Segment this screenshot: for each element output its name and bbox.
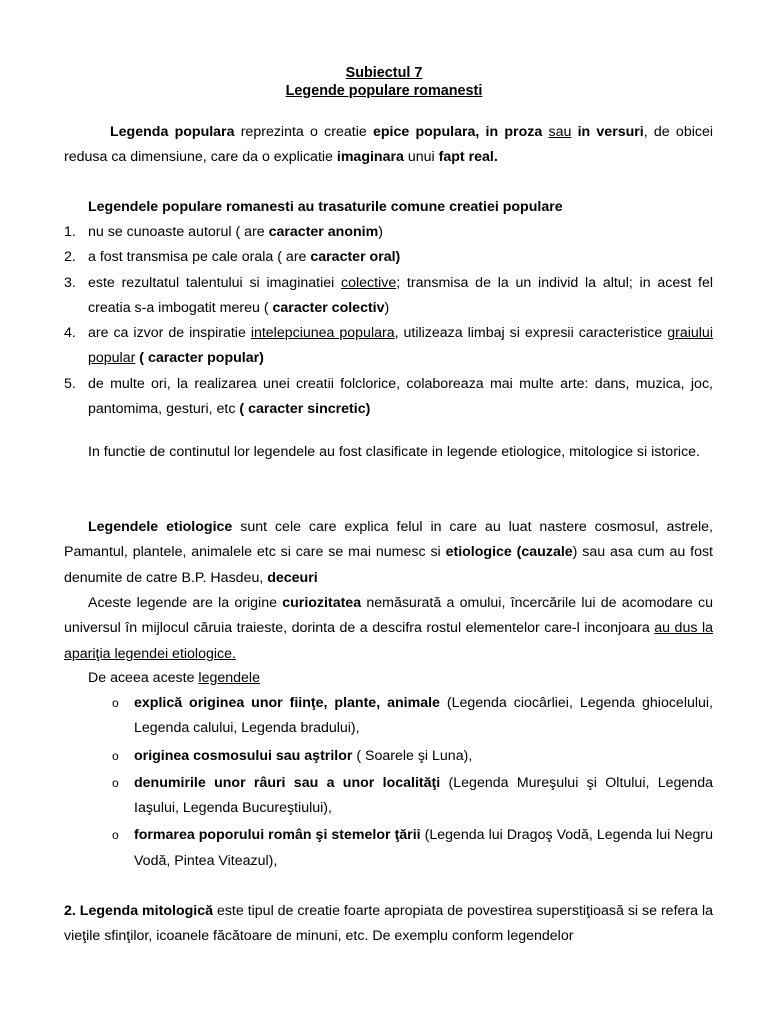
document-title bbox=[0, 64, 768, 100]
list-item: o denumirile unor râuri sau a unor localităţi (Legenda Mureşului şi Oltului, Legenda Iaşului, Legenda Bucureştiului), bbox=[112, 774, 713, 817]
therefore-line: De aceea aceste legendele bbox=[88, 670, 260, 686]
traits-list bbox=[64, 220, 713, 422]
etiological-paragraph: Legendele etiologice sunt cele care explica felul in care au luat nastere cosmosul, astrele, Pamantul, plantele, animalele etc si care se mai numesc si etiologice (cauzale) sau asa cum au fost denumite de catre B.P. Hasdeu, deceuri bbox=[64, 519, 713, 586]
list-item: 5. de multe ori, la realizarea unei creatii folclorice, colaboreaza mai multe arte: dans, muzica, joc, pantomima, gesturi, etc ( caracter sincretic) bbox=[64, 375, 713, 418]
mythological-paragraph: 2. Legenda mitologică este tipul de creatie foarte apropiata de povestirea superstiţioasă si se refera la vieţile sfinţilor, icoanele făcătoare de minuni, etc. De exemplu conform legendelor bbox=[64, 903, 713, 945]
origin-paragraph: Aceste legende are la origine curiozitatea nemăsurată a omului, încercările lui de acomodare cu universul în mijlocul căruia traieste, dorinta de a descifra rostul elementelor care-l inconjoara au dus la apariţia legendei etiologice. bbox=[64, 595, 713, 662]
page-title: Legende populare romanesti bbox=[285, 83, 483, 99]
list-item: o originea cosmosului sau aştrilor ( Soarele şi Luna), bbox=[112, 747, 473, 764]
classification-paragraph: In functie de continutul lor legendele au fost clasificate in legende etiologice, mitologice si istorice. bbox=[88, 444, 700, 460]
traits-heading: Legendele populare romanesti au trasaturile comune creatiei populare bbox=[88, 199, 563, 215]
list-item: 2. a fost transmisa pe cale orala ( are caracter oral) bbox=[64, 249, 401, 266]
intro-paragraph: Legenda populara reprezinta o creatie epice populara, in proza sau in versuri, de obicei redusa ca dimensiune, care da o explicatie imaginara unui fapt real. bbox=[64, 124, 713, 166]
list-item: o formarea poporului român şi stemelor ţării (Legenda lui Dragoş Vodă, Legenda lui Negru Vodă, Pintea Viteazul), bbox=[112, 827, 713, 869]
subject-heading: Subiectul 7 bbox=[345, 65, 423, 81]
etiological-types-list bbox=[112, 691, 713, 876]
list-item: 1. nu se cunoaste autorul ( are caracter anonim) bbox=[64, 224, 383, 240]
list-item: o explică originea unor fiinţe, plante, animale (Legenda ciocârliei, Legenda ghiocelului, Legenda calului, Legenda bradului), bbox=[112, 695, 713, 737]
list-item: 4. are ca izvor de inspiratie intelepciunea populara, utilizeaza limbaj si expresii caracteristice graiului popular ( caracter popular) bbox=[64, 325, 713, 367]
list-item: 3. este rezultatul talentului si imaginatiei colective; transmisa de la un individ la altul; in acest fel creatia s-a imbogatit mereu ( caracter colectiv) bbox=[64, 274, 713, 316]
